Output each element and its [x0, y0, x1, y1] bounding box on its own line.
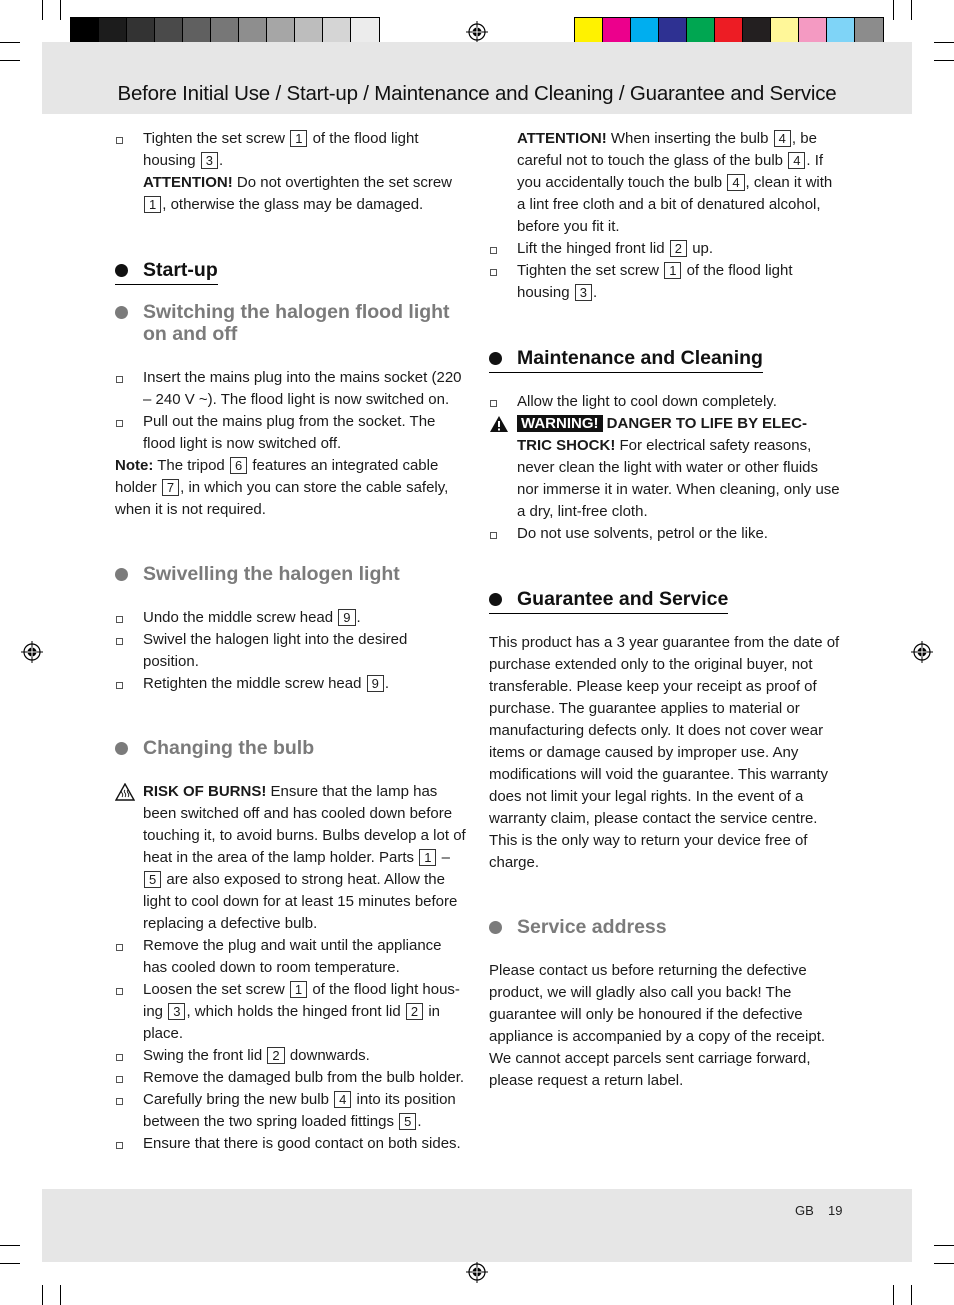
section-heading-maintenance: Maintenance and Cleaning	[489, 346, 763, 373]
crop-mark	[934, 42, 954, 43]
page-number: 19	[828, 1203, 843, 1218]
list-item: Loosen the set screw 1 of the flood light hous-ing 3 , which holds the hinged front lid 2 in place.	[115, 979, 467, 1045]
section-heading-switching: Switching the halogen flood light on and off	[115, 301, 467, 345]
guarantee-text: This product has a 3 year guarantee from the date of purchase extended only to the original buyer, not transferable. Please keep your receipt as proof of purchase. The guarantee applies to material or manufacturing defects only. It does not cover wear items or damage caused by improper use. Any modifications will void the guarantee. This warranty does not limit your legal rights. In the event of a warranty claim, please contact the service centre. This is the only way to return your device free of charge.	[489, 634, 840, 871]
crop-mark	[0, 1263, 20, 1264]
warning-triangle-icon	[489, 415, 509, 433]
crop-mark	[934, 60, 954, 61]
crop-mark	[911, 0, 912, 20]
crop-mark	[893, 0, 894, 20]
registration-mark-icon	[466, 1261, 488, 1283]
crop-mark	[893, 1285, 894, 1305]
registration-mark-icon	[21, 641, 43, 663]
hot-surface-warning-icon	[115, 783, 135, 801]
crop-mark	[0, 1245, 20, 1246]
list-item: Remove the damaged bulb from the bulb holder.	[115, 1067, 467, 1089]
crop-mark	[0, 42, 20, 43]
footer-band	[42, 1189, 912, 1262]
attention-note: ATTENTION! Do not overtighten the set screw 1 , otherwise the glass may be damaged.	[143, 174, 453, 213]
crop-mark	[911, 1285, 912, 1305]
registration-mark-icon	[466, 21, 488, 43]
crop-mark	[60, 0, 61, 20]
list-item: Allow the light to cool down completely.	[489, 391, 841, 413]
list-item: Carefully bring the new bulb 4 into its position between the two spring loaded fittings 5 .	[115, 1089, 467, 1133]
list-item: Do not use solvents, petrol or the like.	[489, 523, 841, 545]
attention-note: ATTENTION! When inserting the bulb 4 , be careful not to touch the glass of the bulb 4 . If you accidentally touch the bulb 4 , clean it with a lint free cloth and a bit of denatured alcohol, before you fit it.	[517, 130, 833, 235]
list-item: Swivel the halogen light into the desired position.	[115, 629, 467, 673]
right-column	[489, 128, 841, 1092]
footer-language: GB	[795, 1203, 814, 1218]
list-item: Pull out the mains plug from the socket. The flood light is now switched off.	[115, 411, 467, 455]
electric-shock-warning: WARNING! DANGER TO LIFE BY ELEC-TRIC SHOCK! For electrical safety reasons, never clean the light with water or other fluids nor immerse it in water. When cleaning, only use a dry, lint-free cloth.	[489, 413, 841, 523]
crop-mark	[60, 1285, 61, 1305]
service-text: Please contact us before returning the defective product, we will gladly also call you back! The guarantee will only be honoured if the defective appliance is accompanied by a copy of the receipt. We cannot accept parcels sent carriage forward, please request a return label.	[489, 962, 826, 1089]
list-item: Retighten the middle screw head 9 .	[115, 673, 467, 695]
list-item: Ensure that there is good contact on both sides.	[115, 1133, 467, 1155]
section-heading-startup: Start-up	[115, 258, 218, 285]
risk-of-burns-warning: RISK OF BURNS! Ensure that the lamp has been switched off and has cooled down before touching it, to avoid burns. Bulbs develop a lot of heat in the area of the lamp holder. Parts 1 – 5 are also exposed to strong heat. Allow the light to cool down for at least 15 minutes before replacing a defective bulb.	[115, 781, 467, 935]
crop-mark	[934, 1245, 954, 1246]
section-heading-swivelling: Swivelling the halogen light	[115, 563, 467, 585]
list-item: Swing the front lid 2 downwards.	[115, 1045, 467, 1067]
crop-mark	[934, 1263, 954, 1264]
crop-mark	[42, 0, 43, 20]
list-item: Tighten the set screw 1 of the flood light housing 3 .	[489, 260, 841, 304]
list-item: Remove the plug and wait until the appliance has cooled down to room temperature.	[115, 935, 467, 979]
list-item: Insert the mains plug into the mains socket (220 – 240 V ~). The flood light is now switched on.	[115, 367, 467, 411]
list-item: Lift the hinged front lid 2 up.	[489, 238, 841, 260]
left-column	[115, 128, 467, 1155]
list-item: Tighten the set screw 1 of the flood light housing 3 .	[115, 128, 467, 172]
crop-mark	[0, 60, 20, 61]
list-item: Undo the middle screw head 9 .	[115, 607, 467, 629]
section-heading-changing-bulb: Changing the bulb	[115, 737, 467, 759]
page-title: Before Initial Use / Start-up / Maintenance and Cleaning / Guarantee and Service	[117, 82, 837, 105]
registration-mark-icon	[911, 641, 933, 663]
note: Note: The tripod 6 features an integrated cable holder 7 , in which you can store the cable safely, when it is not required.	[115, 457, 449, 518]
section-heading-guarantee: Guarantee and Service	[489, 587, 728, 614]
crop-mark	[42, 1285, 43, 1305]
section-heading-service-address: Service address	[489, 916, 841, 938]
